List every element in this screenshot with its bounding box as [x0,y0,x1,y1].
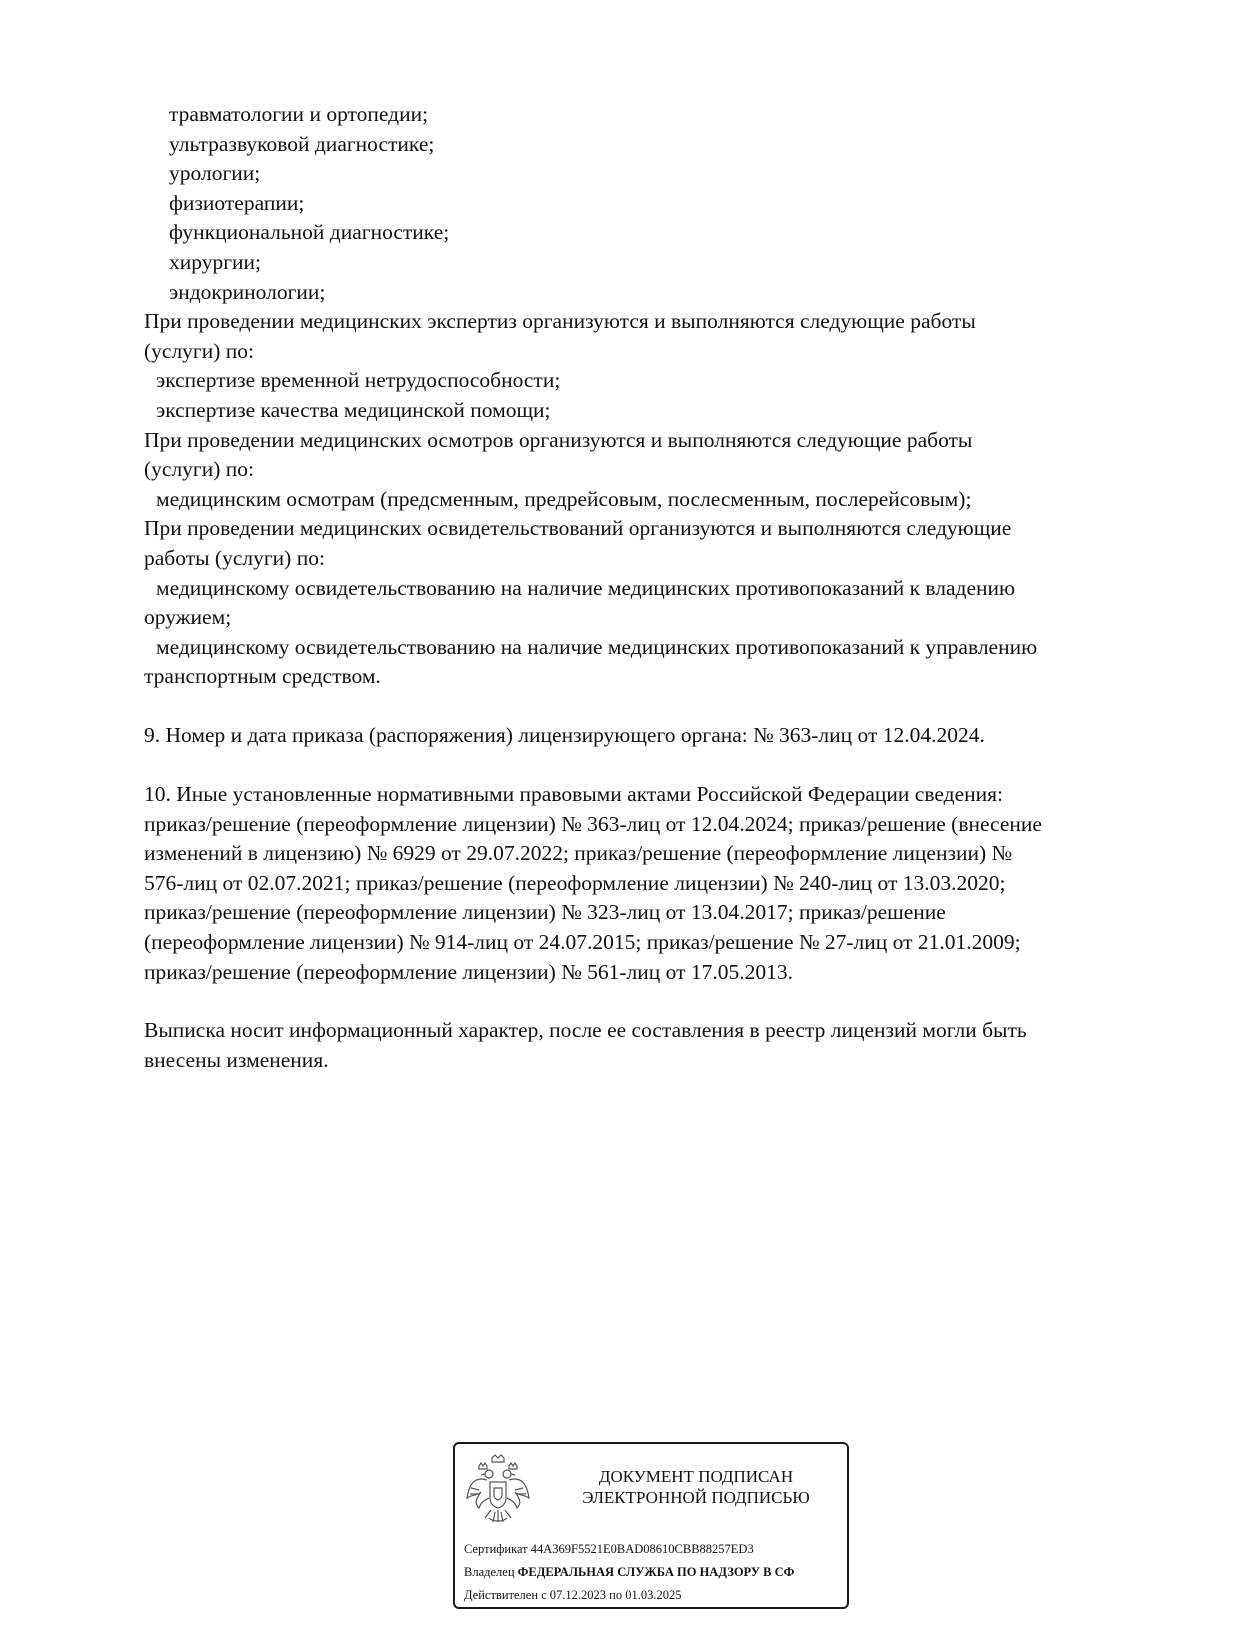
list-line: оружием; [144,605,232,630]
stamp-owner [464,1565,794,1580]
stamp-owner-label: Владелец [464,1565,515,1579]
stamp-title-line-2: ЭЛЕКТРОННОЙ ПОДПИСЬЮ [582,1488,810,1507]
informational-note [144,1016,1174,1075]
note-line: внесены изменения. [144,1047,329,1072]
section-9-line: 9. Номер и дата приказа (распоряжения) лицензирующего органа: № 363-лиц от 12.04.2024. [144,723,985,747]
section-10-line: приказ/решение (переоформление лицензии) № 323-лиц от 13.04.2017; приказ/решение [144,900,946,925]
list-line: медицинским осмотрам (предсменным, предрейсовым, послесменным, послерейсовым); [156,486,972,511]
list-line: травматологии и ортопедии; [169,102,429,126]
list-line: экспертизе качества медицинской помощи; [156,397,551,422]
list-line: (услуги) по: [144,457,255,482]
stamp-certificate: Сертификат 44A369F5521E0BAD08610CBB88257ED3 [464,1542,754,1556]
section-10-line: (переоформление лицензии) № 914-лиц от 24.07.2015; приказ/решение № 27-лиц от 21.01.2009; [144,929,1021,954]
list-line: функциональной диагностике; [169,220,450,245]
list-line: При проведении медицинских освидетельствований организуются и выполняются следующие [144,516,1012,541]
list-line: транспортным средством. [144,664,381,689]
list-line: работы (услуги) по: [144,545,325,570]
list-line: При проведении медицинских экспертиз организуются и выполняются следующие работы [144,309,976,334]
section-10-line: 10. Иные установленные нормативными правовыми актами Российской Федерации сведения: [144,782,1003,806]
section-10-line: 576-лиц от 02.07.2021; приказ/решение (переоформление лицензии) № 240-лиц от 13.03.2020; [144,870,1006,895]
note-line: Выписка носит информационный характер, после ее составления в реестр лицензий могли быть [144,1018,1027,1042]
list-line: При проведении медицинских осмотров организуются и выполняются следующие работы [144,427,973,452]
services-list [144,100,1174,692]
stamp-title-line-1: ДОКУМЕНТ ПОДПИСАН [598,1467,794,1486]
list-line: хирургии; [169,249,262,274]
list-line: физиотерапии; [169,190,305,215]
list-line: экспертизе временной нетрудоспособности; [156,368,561,393]
list-line: эндокринологии; [169,279,326,304]
section-10-line: приказ/решение (переоформление лицензии) № 561-лиц от 17.05.2013. [144,959,793,984]
list-line: медицинскому освидетельствованию на наличие медицинских противопоказаний к владению [156,575,1016,600]
list-line: урологии; [169,161,261,186]
section-10-line: изменений в лицензию) № 6929 от 29.07.2022; приказ/решение (переоформление лицензии) № [144,841,1013,866]
list-line: (услуги) по: [144,338,255,363]
section-10-line: приказ/решение (переоформление лицензии) № 363-лиц от 12.04.2024; приказ/решение (внесение [144,811,1042,836]
stamp-validity: Действителен с 07.12.2023 по 01.03.2025 [464,1588,682,1602]
double-headed-eagle-emblem-icon [465,1454,531,1528]
stamp-owner-name: ФЕДЕРАЛЬНАЯ СЛУЖБА ПО НАДЗОРУ В СФ [517,1565,795,1579]
list-line: медицинскому освидетельствованию на наличие медицинских противопоказаний к управлению [156,634,1038,659]
section-10-other-info [144,780,1174,987]
list-line: ультразвуковой диагностике; [169,131,435,156]
electronic-signature-stamp [453,1442,849,1609]
stamp-title [551,1466,841,1508]
section-9-order [144,721,1174,751]
